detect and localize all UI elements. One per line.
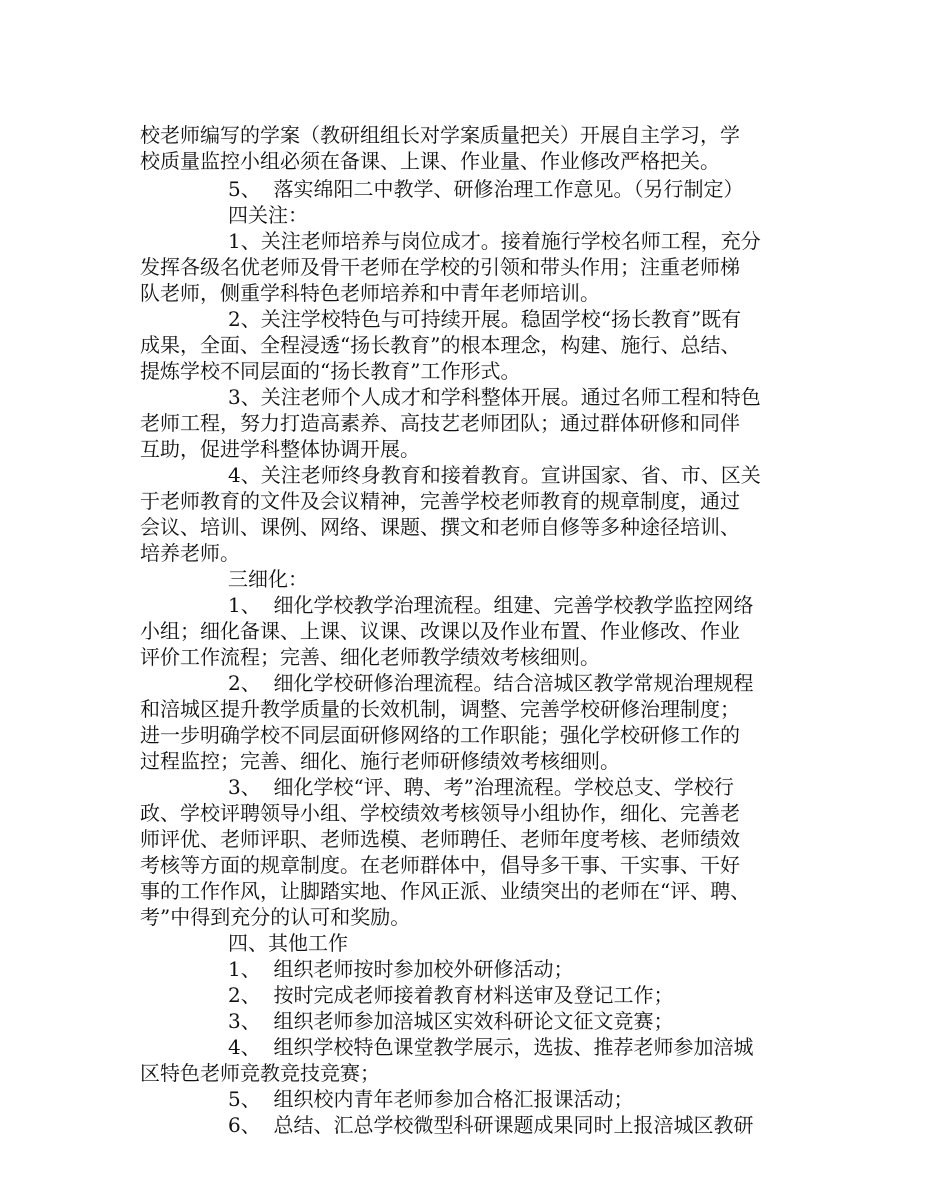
text-line: 政、学校评聘领导小组、学校绩效考核领导小组协作，细化、完善老 <box>140 801 740 825</box>
text-line: 校老师编写的学案（教研组组长对学案质量把关）开展自主学习，学 <box>140 123 740 147</box>
text-line: 2、关注学校特色与可持续开展。稳固学校“扬长教育”既有 <box>228 307 742 331</box>
text-line: 考”中得到充分的认可和奖励。 <box>140 905 411 929</box>
text-line: 2、 细化学校研修治理流程。结合涪城区教学常规治理规程 <box>228 671 754 695</box>
text-line: 队老师，侧重学科特色老师培养和中青年老师培训。 <box>140 281 600 305</box>
text-line: 培养老师。 <box>140 541 240 565</box>
text-line: 师评优、老师评职、老师选模、老师聘任、老师年度考核、老师绩效 <box>140 827 740 851</box>
text-line: 4、关注老师终身教育和接着教育。宣讲国家、省、市、区关 <box>228 463 761 487</box>
text-line: 三细化： <box>228 567 308 591</box>
text-line: 2、 按时完成老师接着教育材料送审及登记工作； <box>228 983 674 1007</box>
text-line: 进一步明确学校不同层面研修网络的工作职能；强化学校研修工作的 <box>140 723 740 747</box>
text-line: 四、其他工作 <box>228 931 348 955</box>
text-line: 1、关注老师培养与岗位成才。接着施行学校名师工程，充分 <box>228 229 761 253</box>
text-line: 发挥各级名优老师及骨干老师在学校的引领和带头作用；注重老师梯 <box>140 255 740 279</box>
text-line: 于老师教育的文件及会议精神，完善学校老师教育的规章制度，通过 <box>140 489 740 513</box>
text-line: 1、 细化学校教学治理流程。组建、完善学校教学监控网络 <box>228 593 754 617</box>
text-line: 评价工作流程；完善、细化老师教学绩效考核细则。 <box>140 645 600 669</box>
text-line: 1、 组织老师按时参加校外研修活动； <box>228 957 574 981</box>
text-line: 3、 组织老师参加涪城区实效科研论文征文竞赛； <box>228 1009 674 1033</box>
text-line: 互助，促进学科整体协调开展。 <box>140 437 420 461</box>
text-line: 事的工作作风，让脚踏实地、作风正派、业绩突出的老师在“评、聘、 <box>140 879 751 903</box>
text-line: 和涪城区提升教学质量的长效机制，调整、完善学校研修治理制度； <box>140 697 740 721</box>
text-line: 会议、培训、课例、网络、课题、撰文和老师自修等多种途径培训、 <box>140 515 740 539</box>
text-line: 过程监控；完善、细化、施行老师研修绩效考核细则。 <box>140 749 620 773</box>
text-line: 6、 总结、汇总学校微型科研课题成果同时上报涪城区教研 <box>228 1113 754 1137</box>
text-line: 提炼学校不同层面的“扬长教育”工作形式。 <box>140 359 521 383</box>
text-line: 3、关注老师个人成才和学科整体开展。通过名师工程和特色 <box>228 385 761 409</box>
text-line: 4、 组织学校特色课堂教学展示，选拔、推荐老师参加涪城 <box>228 1035 754 1059</box>
text-line: 3、 细化学校“评、聘、考”治理流程。学校总支、学校行 <box>228 775 734 799</box>
text-line: 5、 落实绵阳二中教学、研修治理工作意见。（另行制定） <box>228 177 744 201</box>
text-line: 校质量监控小组必须在备课、上课、作业量、作业修改严格把关。 <box>140 149 720 173</box>
text-line: 考核等方面的规章制度。在老师群体中，倡导多干事、干实事、干好 <box>140 853 740 877</box>
text-line: 老师工程，努力打造高素养、高技艺老师团队；通过群体研修和同伴 <box>140 411 740 435</box>
text-line: 四关注： <box>228 203 308 227</box>
text-line: 5、 组织校内青年老师参加合格汇报课活动； <box>228 1087 634 1111</box>
text-line: 区特色老师竞教竞技竞赛； <box>140 1061 380 1085</box>
text-line: 成果，全面、全程浸透“扬长教育”的根本理念，构建、施行、总结、 <box>140 333 741 357</box>
text-line: 小组；细化备课、上课、议课、改课以及作业布置、作业修改、作业 <box>140 619 740 643</box>
